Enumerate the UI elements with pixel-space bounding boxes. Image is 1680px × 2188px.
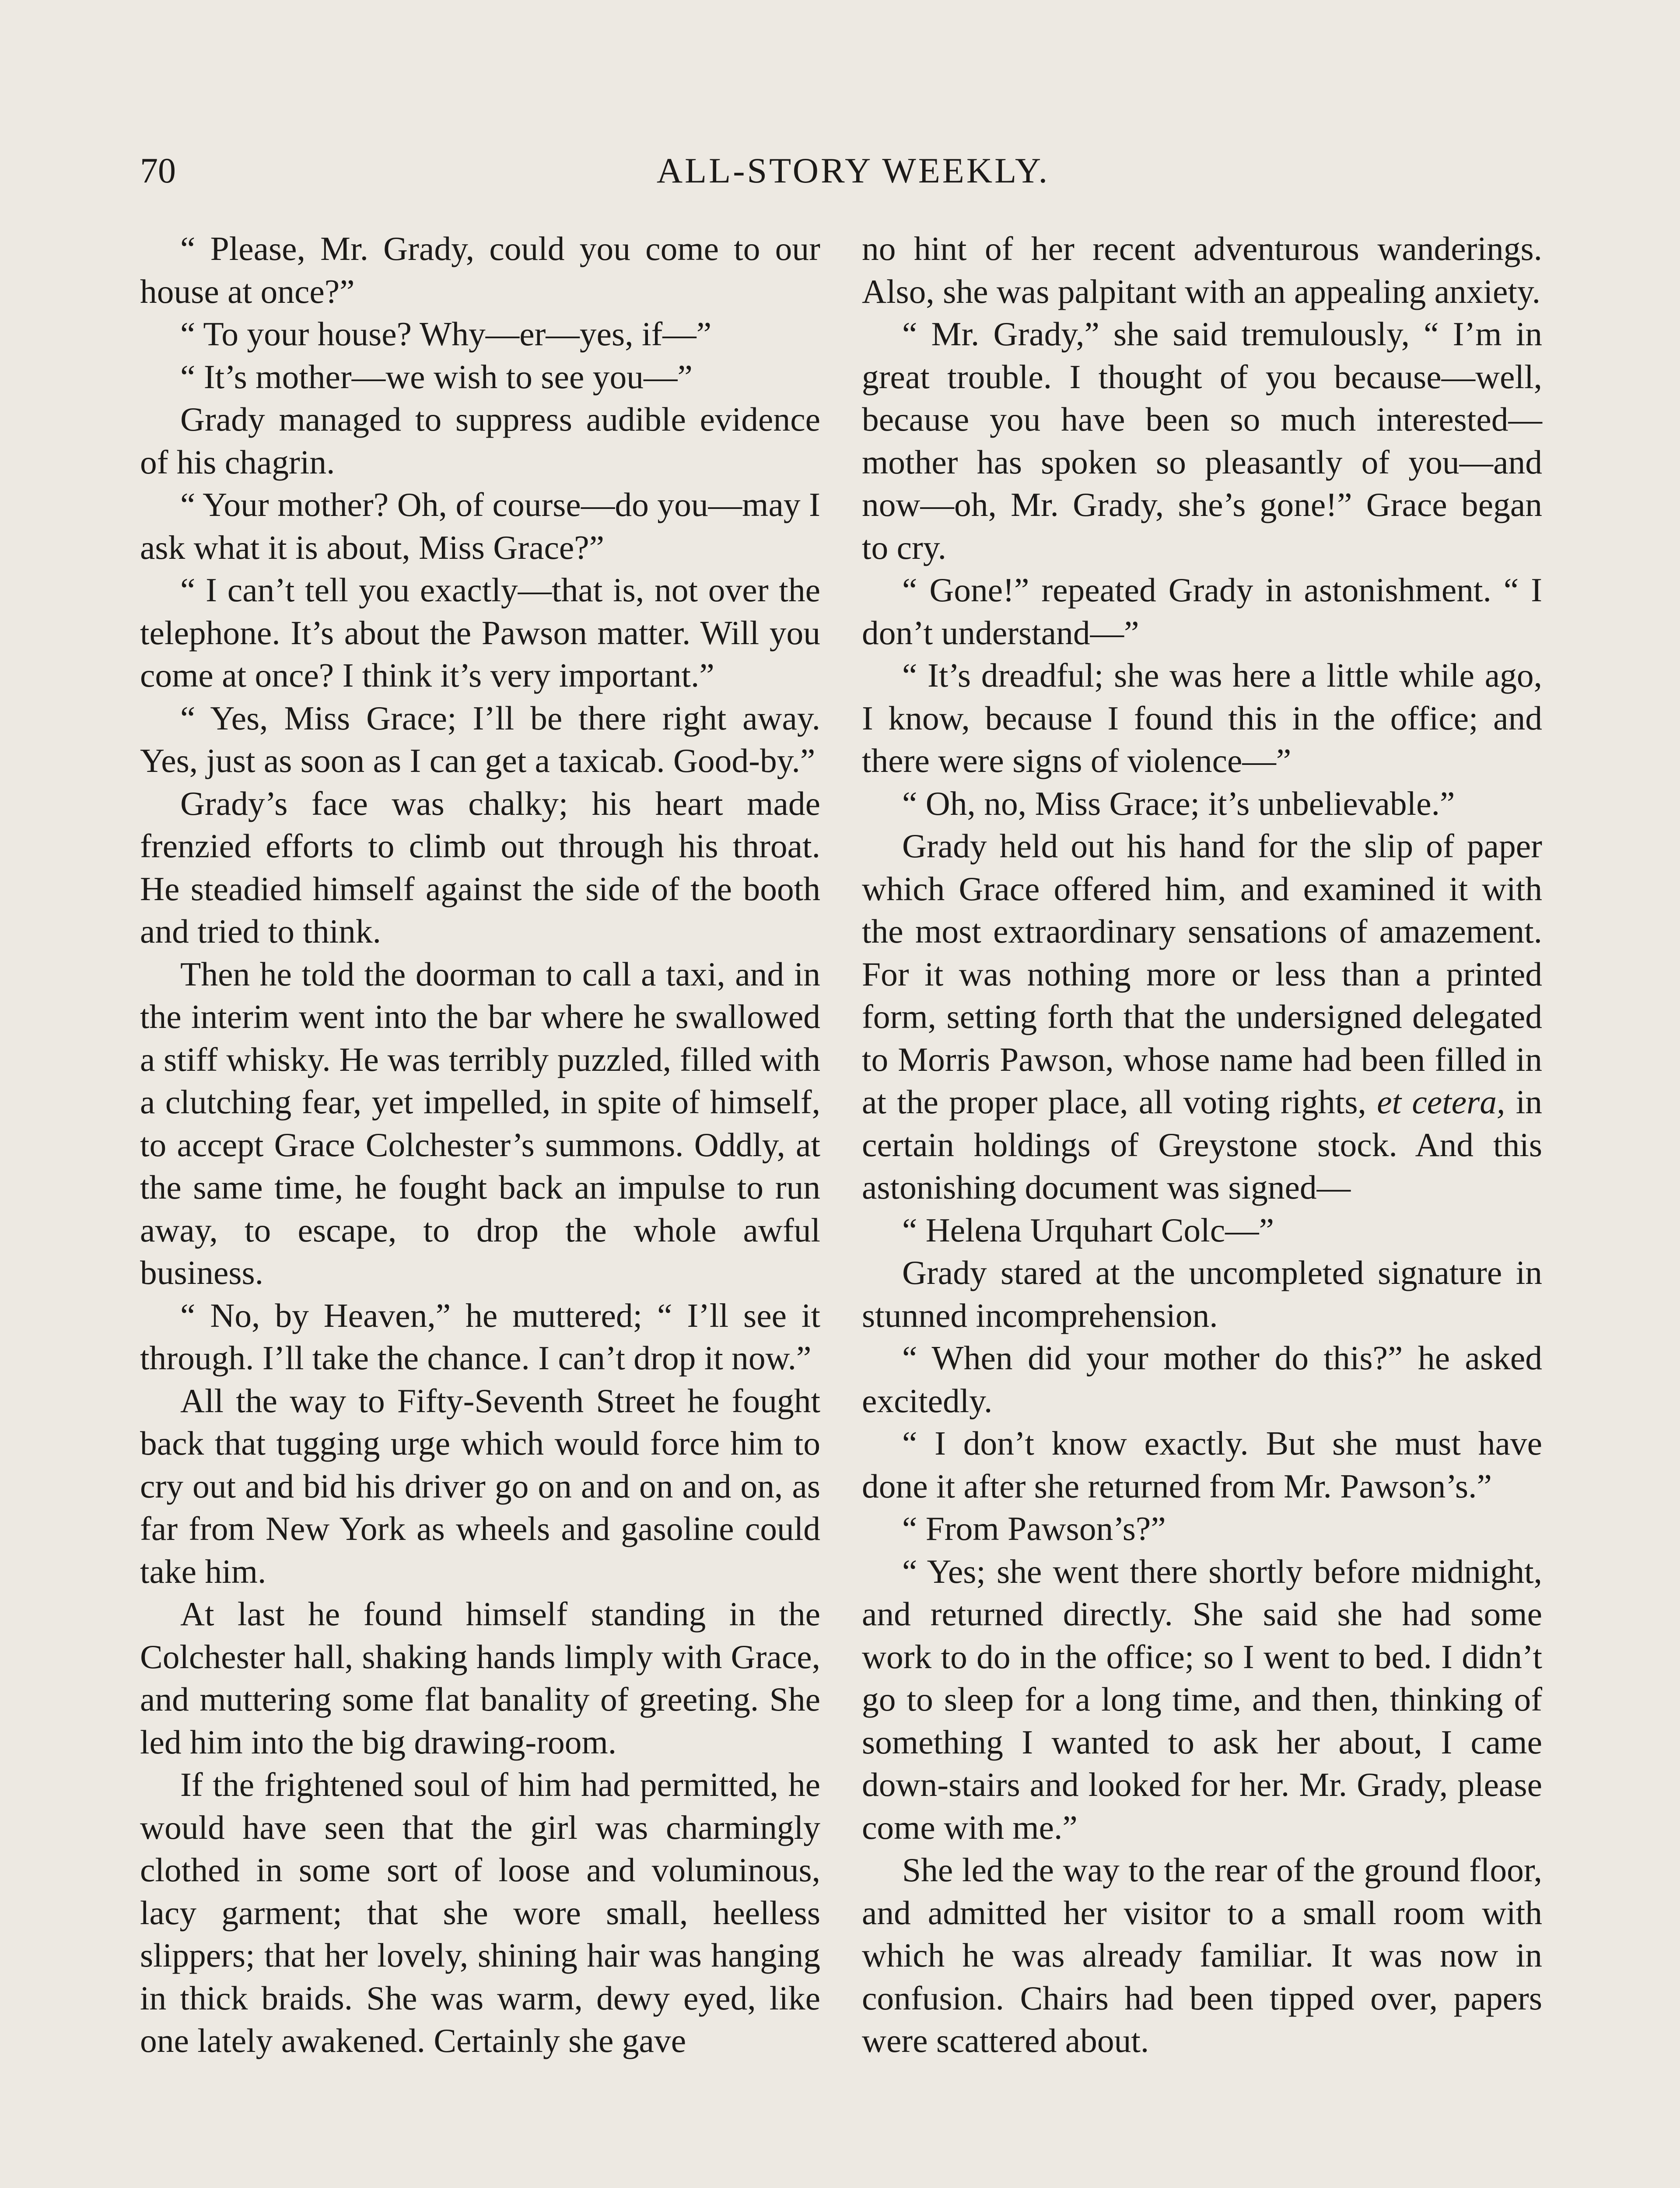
page-number: 70 bbox=[140, 151, 176, 190]
paragraph: “ I don’t know exactly. But she must have done it after she returned from Mr. Pawson’s.” bbox=[862, 1424, 1542, 1505]
paragraph: “ Please, Mr. Grady, could you come to our house at once?” bbox=[140, 230, 820, 310]
paragraph: “ Your mother? Oh, of course—do you—may I ask what it is about, Miss Grace?” bbox=[140, 486, 820, 566]
paragraph: All the way to Fifty-Seventh Street he fought back that tugging urge which would force him to cry out and bid his driver go on and on and on, as far from New York as wheels and gasoline could take him. bbox=[140, 1382, 820, 1590]
paragraph: “ From Pawson’s?” bbox=[902, 1510, 1166, 1547]
paragraph: Grady stared at the uncompleted signature in stunned incomprehension. bbox=[862, 1254, 1542, 1334]
paragraph: If the frightened soul of him had permitted, he would have seen that the girl was charmingly clothed in some sort of loose and voluminous, lacy garment; that she wore small, heelless slippers; that her lovely, shining hair was hanging in thick braids. She was warm, dewy eyed, like one lately awakened. Certainly she gave bbox=[140, 1766, 820, 2059]
left-column bbox=[140, 228, 820, 2062]
paragraph: “ It’s dreadful; she was here a little while ago, I know, because I found this in the office; and there were signs of violence—” bbox=[862, 656, 1542, 779]
paragraph: “ It’s mother—we wish to see you—” bbox=[180, 358, 693, 396]
page-header bbox=[140, 144, 1540, 197]
paragraph: “ Yes; she went there shortly before midnight, and returned directly. She said she had some work to do in the office; so I went to bed. I didn’t go to sleep for a long time, and then, thinking of something I wanted to ask her about, I came down-stairs and looked for her. Mr. Grady, please come with me.” bbox=[862, 1552, 1542, 1846]
italic-phrase: et cetera, bbox=[1377, 1083, 1505, 1121]
paragraph: “ I can’t tell you exactly—that is, not over the telephone. It’s about the Pawson matter. Will you come at once? I think it’s very important.” bbox=[140, 571, 820, 694]
paragraph-text: Grady held out his hand for the slip of paper which Grace offered him, and examined it with the most extraordinary sensations of amazement. For it was nothing more or less than a printed form, setting forth that the undersigned delegated to Morris Pawson, whose name had been filled in at the proper place, all voting rights, bbox=[862, 827, 1542, 1121]
paragraph: “ Oh, no, Miss Grace; it’s unbelievable.” bbox=[902, 784, 1455, 822]
paragraph: “ Helena Urquhart Colc—” bbox=[902, 1211, 1274, 1249]
right-column bbox=[862, 228, 1542, 2062]
paragraph: “ No, by Heaven,” he muttered; “ I’ll see it through. I’ll take the chance. I can’t drop it now.” bbox=[140, 1296, 820, 1377]
paragraph: Then he told the doorman to call a taxi, and in the interim went into the bar where he swallowed a stiff whisky. He was terribly puzzled, filled with a clutching fear, yet impelled, in spite of himself, to accept Grace Colchester’s summons. Oddly, at the same time, he fought back an impulse to run away, to escape, to drop the whole awful business. bbox=[140, 955, 820, 1291]
paragraph: “ When did your mother do this?” he asked excitedly. bbox=[862, 1339, 1542, 1420]
paragraph: “ Yes, Miss Grace; I’ll be there right away. Yes, just as soon as I can get a taxicab. Good-by.” bbox=[140, 699, 820, 779]
paragraph: She led the way to the rear of the ground floor, and admitted her visitor to a small room with which he was already familiar. It was now in confusion. Chairs had been tipped over, papers were scattered about. bbox=[862, 1851, 1542, 2059]
paragraph: Grady managed to suppress audible evidence of his chagrin. bbox=[140, 400, 820, 481]
paragraph: “ Gone!” repeated Grady in astonishment. “ I don’t understand—” bbox=[862, 571, 1542, 652]
running-head: ALL-STORY WEEKLY. bbox=[656, 151, 1050, 190]
paragraph bbox=[862, 825, 1542, 1209]
paragraph: “ Mr. Grady,” she said tremulously, “ I’m in great trouble. I thought of you because—well, because you have been so much interested—mother has spoken so pleasantly of you—and now—oh, Mr. Grady, she’s gone!” Grace began to cry. bbox=[862, 315, 1542, 566]
paragraph: “ To your house? Why—er—yes, if—” bbox=[180, 315, 712, 353]
paragraph: At last he found himself standing in the Colchester hall, shaking hands limply with Grace, and muttering some flat banality of greeting. She led him into the big drawing-room. bbox=[140, 1595, 820, 1761]
paragraph: Grady’s face was chalky; his heart made frenzied efforts to climb out through his throat. He steadied himself against the side of the booth and tried to think. bbox=[140, 784, 820, 950]
paragraph-text: in certain holdings of Greystone stock. And this astonishing document was signed— bbox=[862, 1083, 1543, 1206]
paragraph-continued: no hint of her recent adventurous wanderings. Also, she was palpitant with an appealing anxiety. bbox=[862, 230, 1542, 310]
